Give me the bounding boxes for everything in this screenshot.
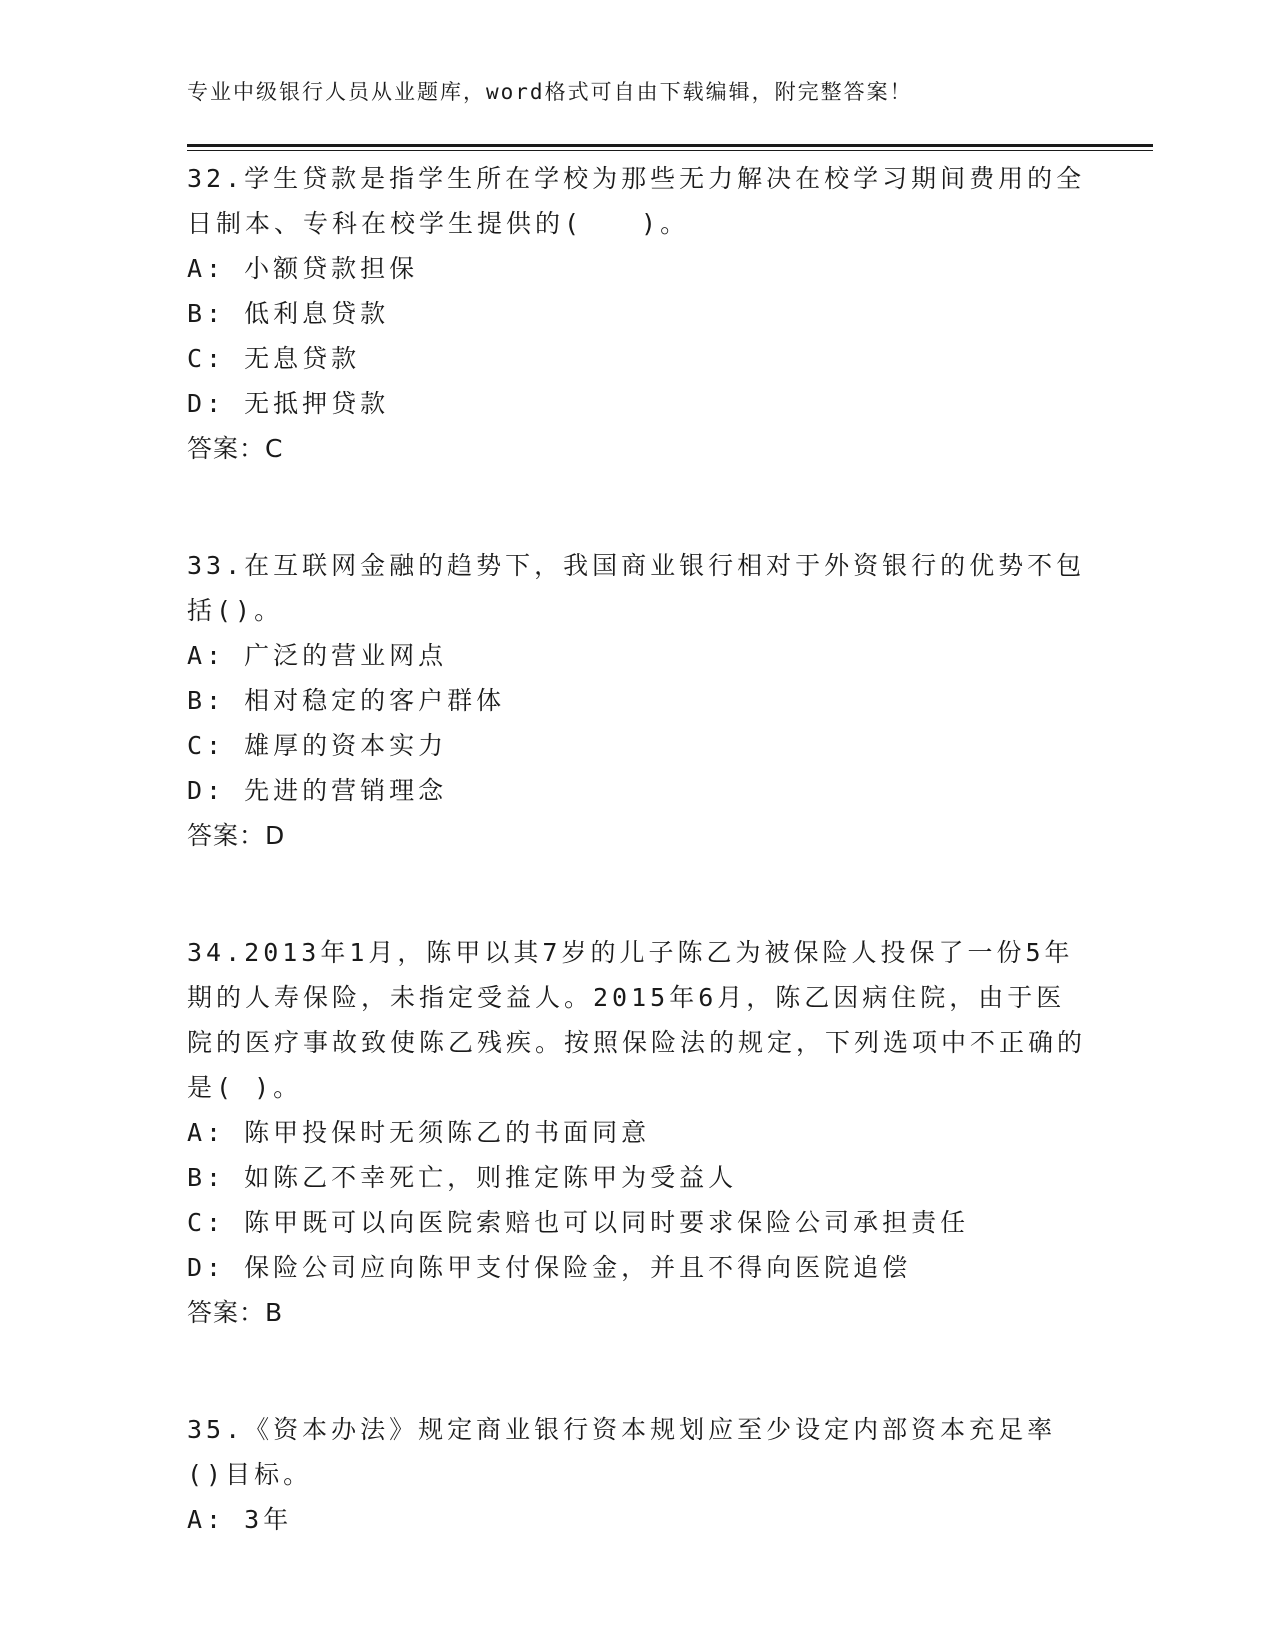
question-33 <box>187 543 1087 858</box>
option-a: A: 陈甲投保时无须陈乙的书面同意 <box>187 1118 651 1147</box>
option-d: D: 先进的营销理念 <box>187 776 448 805</box>
option-a: A: 广泛的营业网点 <box>187 641 448 670</box>
option-a: A: 3年 <box>187 1505 293 1534</box>
question-32 <box>187 156 1087 471</box>
question-stem: 32.学生贷款是指学生所在学校为那些无力解决在校学习期间费用的全日制本、专科在校学生提供的( )。 <box>187 164 1086 238</box>
option-d: D: 保险公司应向陈甲支付保险金，并且不得向医院追偿 <box>187 1253 912 1282</box>
answer: 答案：B <box>187 1298 284 1327</box>
question-stem: 34.2013年1月，陈甲以其7岁的儿子陈乙为被保险人投保了一份5年期的人寿保险，未指定受益人。2015年6月，陈乙因病住院，由于医院的医疗事故致使陈乙残疾。按照保险法的规定，下列选项中不正确的是( )。 <box>187 938 1087 1102</box>
option-a: A: 小额贷款担保 <box>187 254 419 283</box>
option-c: C: 雄厚的资本实力 <box>187 731 448 760</box>
option-b: B: 如陈乙不幸死亡，则推定陈甲为受益人 <box>187 1163 738 1192</box>
question-34 <box>187 930 1087 1335</box>
question-stem: 35.《资本办法》规定商业银行资本规划应至少设定内部资本充足率()目标。 <box>187 1415 1057 1489</box>
option-c: C: 陈甲既可以向医院索赔也可以同时要求保险公司承担责任 <box>187 1208 970 1237</box>
answer: 答案：D <box>187 821 286 850</box>
question-stem: 33.在互联网金融的趋势下，我国商业银行相对于外资银行的优势不包括()。 <box>187 551 1086 625</box>
answer: 答案：C <box>187 434 284 463</box>
option-b: B: 低利息贷款 <box>187 299 390 328</box>
header-rule-thin <box>187 150 1153 151</box>
page-header: 专业中级银行人员从业题库，word格式可自由下载编辑，附完整答案！ <box>187 80 913 104</box>
question-35 <box>187 1407 1087 1542</box>
header-rule-thick <box>187 144 1153 147</box>
question-list <box>187 156 1087 1542</box>
option-c: C: 无息贷款 <box>187 344 361 373</box>
option-b: B: 相对稳定的客户群体 <box>187 686 506 715</box>
option-d: D: 无抵押贷款 <box>187 389 390 418</box>
